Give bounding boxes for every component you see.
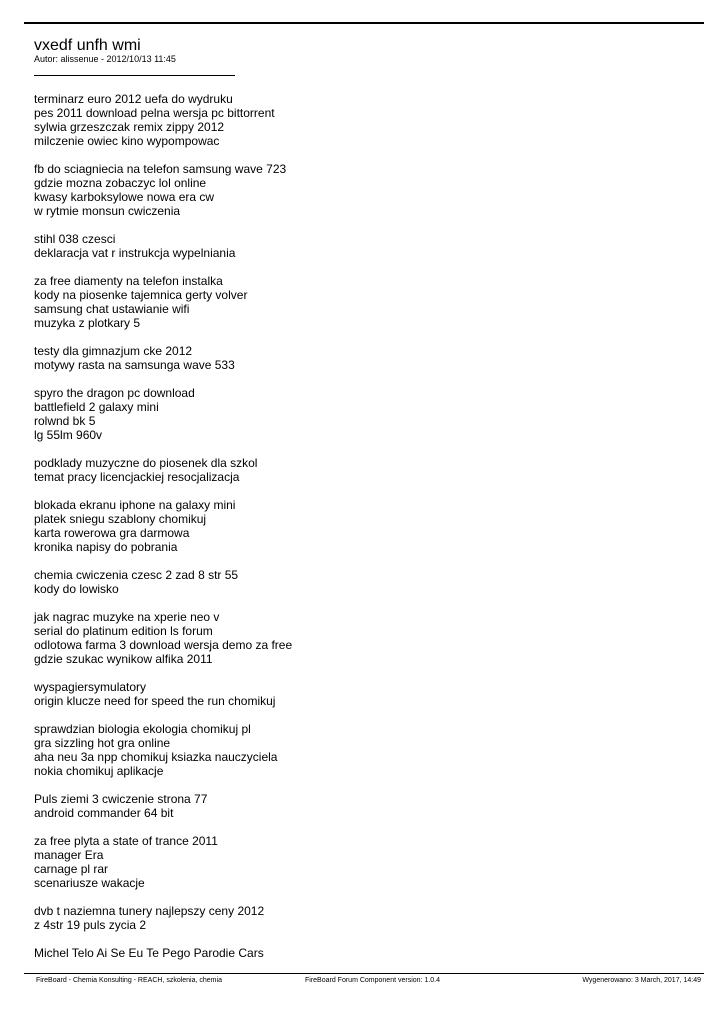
- footer-site-name: FireBoard - Chemia Konsulting - REACH, szkolenia, chemia: [36, 977, 222, 984]
- post-line: testy dla gimnazjum cke 2012: [34, 344, 193, 358]
- post-paragraph: [34, 274, 694, 330]
- post-line: karta rowerowa gra darmowa: [34, 526, 190, 540]
- post-line: podklady muzyczne do piosenek dla szkol: [34, 456, 258, 470]
- post-line: kwasy karboksylowe nowa era cw: [34, 190, 215, 204]
- post-paragraph: [34, 680, 694, 708]
- post-paragraph: [34, 610, 694, 666]
- post-line: odlotowa farma 3 download wersja demo za free: [34, 638, 293, 652]
- post-line: terminarz euro 2012 uefa do wydruku: [34, 92, 233, 106]
- post-title: vxedf unfh wmi: [34, 37, 141, 54]
- post-line: Puls ziemi 3 cwiczenie strona 77: [34, 792, 208, 806]
- post-line: kody na piosenke tajemnica gerty volver: [34, 288, 248, 302]
- post-line: manager Era: [34, 848, 104, 862]
- post-line: lg 55lm 960v: [34, 428, 103, 442]
- post-line: blokada ekranu iphone na galaxy mini: [34, 498, 236, 512]
- footer-generated-date: Wygenerowano: 3 March, 2017, 14:49: [582, 977, 701, 984]
- post-line: gra sizzling hot gra online: [34, 736, 171, 750]
- footer-divider: [24, 973, 704, 974]
- post-line: pes 2011 download pelna wersja pc bittorrent: [34, 106, 275, 120]
- post-line: battlefield 2 galaxy mini: [34, 400, 159, 414]
- post-line: carnage pl rar: [34, 862, 109, 876]
- post-line: platek sniegu szablony chomikuj: [34, 512, 207, 526]
- post-line: spyro the dragon pc download: [34, 386, 195, 400]
- post-line: serial do platinum edition ls forum: [34, 624, 213, 638]
- post-line: stihl 038 czesci: [34, 232, 116, 246]
- post-line: dvb t naziemna tunery najlepszy ceny 2012: [34, 904, 265, 918]
- post-line: nokia chomikuj aplikacje: [34, 764, 164, 778]
- post-line: wyspagiersymulatory: [34, 680, 147, 694]
- post-line: milczenie owiec kino wypompowac: [34, 134, 220, 148]
- post-author-meta: Autor: alissenue - 2012/10/13 11:45: [34, 54, 176, 64]
- post-line: scenariusze wakacje: [34, 876, 145, 890]
- post-paragraph: [34, 162, 694, 218]
- post-line: temat pracy licencjackiej resocjalizacja: [34, 470, 240, 484]
- post-line: android commander 64 bit: [34, 806, 174, 820]
- post-line: za free diamenty na telefon instalka: [34, 274, 223, 288]
- post-body: [34, 92, 694, 974]
- post-paragraph: [34, 946, 694, 960]
- post-line: samsung chat ustawianie wifi: [34, 302, 190, 316]
- post-line: sylwia grzeszczak remix zippy 2012: [34, 120, 225, 134]
- post-line: gdzie szukac wynikow alfika 2011: [34, 652, 213, 666]
- post-line: aha neu 3a npp chomikuj ksiazka nauczyciela: [34, 750, 278, 764]
- post-line: kronika napisy do pobrania: [34, 540, 178, 554]
- post-line: z 4str 19 puls zycia 2: [34, 918, 147, 932]
- post-line: motywy rasta na samsunga wave 533: [34, 358, 235, 372]
- post-line: origin klucze need for speed the run chomikuj: [34, 694, 276, 708]
- post-line: kody do lowisko: [34, 582, 119, 596]
- post-paragraph: [34, 722, 694, 778]
- post-paragraph: [34, 834, 694, 890]
- post-paragraph: [34, 92, 694, 148]
- post-line: Michel Telo Ai Se Eu Te Pego Parodie Cars: [34, 946, 264, 960]
- post-line: w rytmie monsun cwiczenia: [34, 204, 181, 218]
- post-paragraph: [34, 232, 694, 260]
- post-line: za free plyta a state of trance 2011: [34, 834, 218, 848]
- post-line: fb do sciagniecia na telefon samsung wave 723: [34, 162, 287, 176]
- post-paragraph: [34, 498, 694, 554]
- post-paragraph: [34, 904, 694, 932]
- post-line: gdzie mozna zobaczyc lol online: [34, 176, 207, 190]
- post-line: sprawdzian biologia ekologia chomikuj pl: [34, 722, 251, 736]
- post-line: chemia cwiczenia czesc 2 zad 8 str 55: [34, 568, 239, 582]
- post-paragraph: [34, 386, 694, 442]
- post-paragraph: [34, 344, 694, 372]
- meta-divider: [34, 75, 235, 76]
- footer-component-version: FireBoard Forum Component version: 1.0.4: [305, 977, 441, 984]
- top-divider: [24, 22, 704, 24]
- post-line: muzyka z plotkary 5: [34, 316, 141, 330]
- post-paragraph: [34, 792, 694, 820]
- post-line: rolwnd bk 5: [34, 414, 96, 428]
- post-paragraph: [34, 568, 694, 596]
- post-paragraph: [34, 456, 694, 484]
- post-line: deklaracja vat r instrukcja wypelniania: [34, 246, 236, 260]
- post-line: jak nagrac muzyke na xperie neo v: [34, 610, 220, 624]
